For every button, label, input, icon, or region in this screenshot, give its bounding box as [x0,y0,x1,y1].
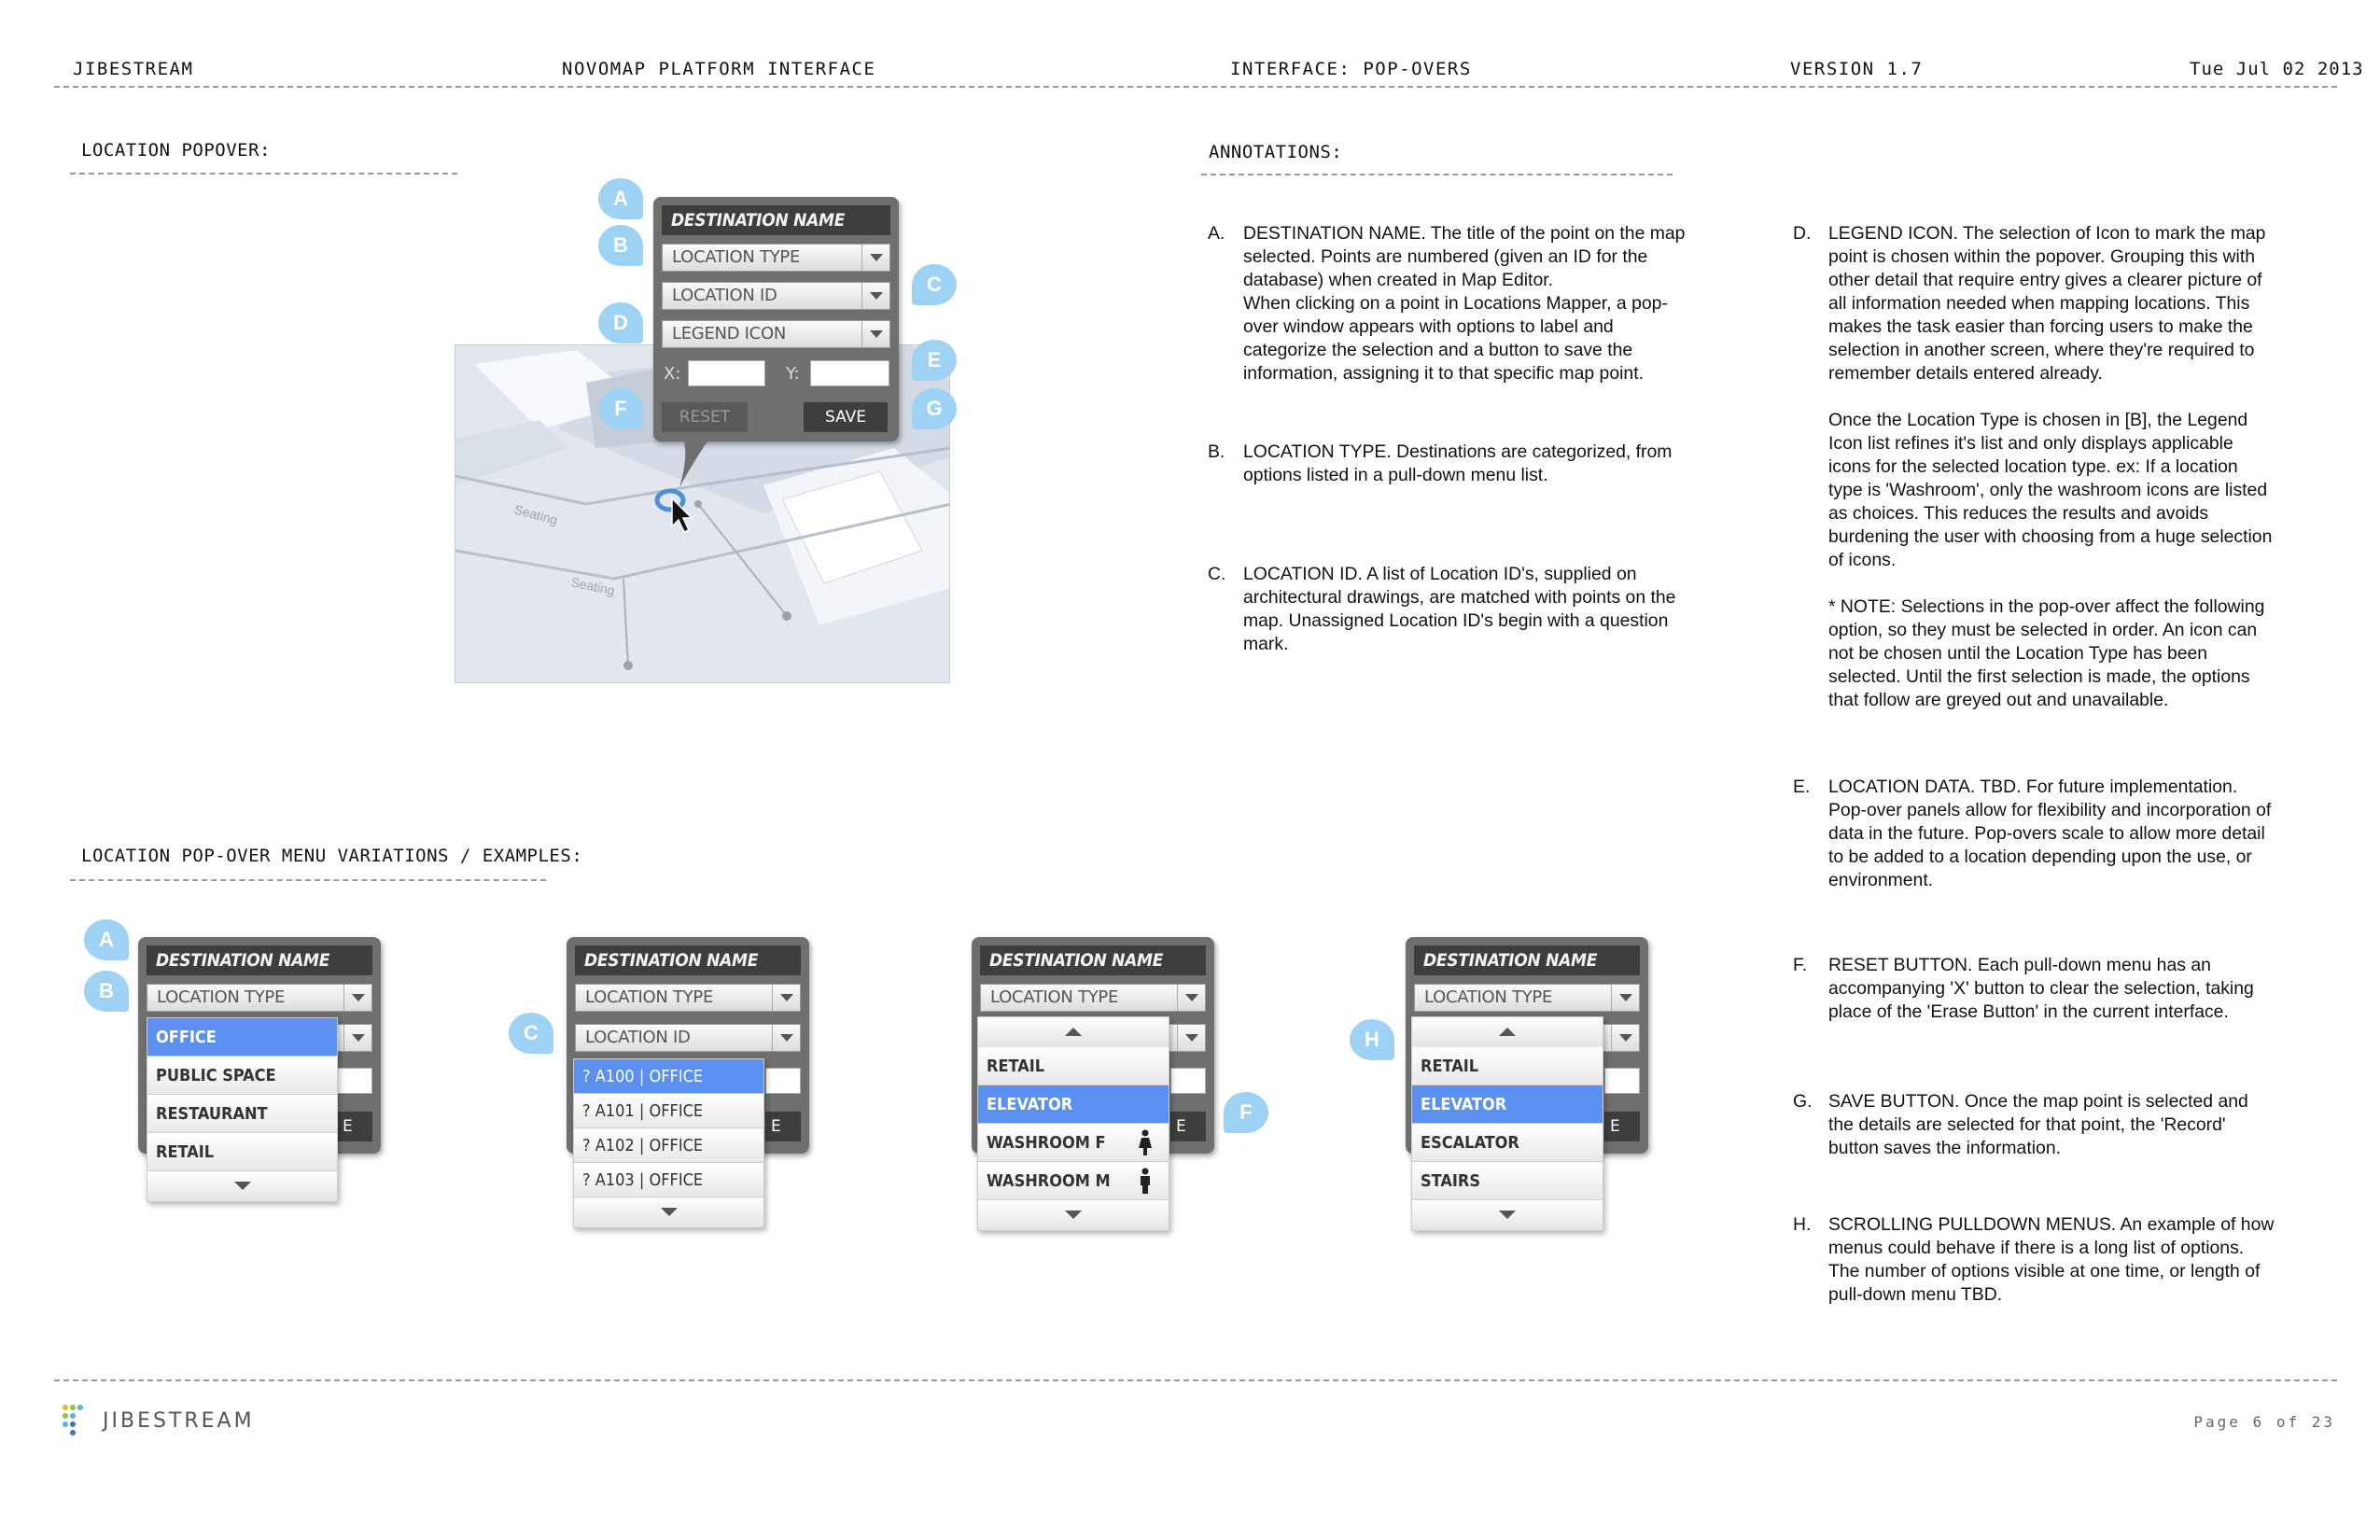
location-popover-heading: LOCATION POPOVER: [81,140,271,161]
badge-a: A [598,178,643,219]
badge-b: B [598,225,643,266]
y-coordinate-input[interactable] [765,1068,801,1094]
chevron-down-icon[interactable] [343,1025,371,1051]
scroll-up-icon[interactable] [1412,1017,1603,1047]
y-coordinate-input[interactable] [1604,1068,1640,1094]
annotation-line: SCROLLING PULLDOWN MENUS. An example of how [1828,1214,2275,1235]
annotation-line: architectural drawings, are matched with points on the [1243,587,1676,608]
dropdown-option[interactable]: ? A101 | OFFICE [574,1094,763,1128]
annotation-line: selected. Points are numbered (given an ID for the [1243,246,1648,267]
dropdown-option[interactable]: RETAIL [978,1047,1169,1085]
dropdown-option[interactable]: RETAIL [1412,1047,1603,1085]
annotation-line: to be added to a location depending upon the use, or [1828,847,2252,867]
chevron-down-icon[interactable] [772,985,800,1011]
badge-f: F [1224,1092,1268,1133]
annotation-line: DESTINATION NAME. The title of the point on the map [1243,223,1686,244]
chevron-down-icon[interactable] [1177,1025,1205,1051]
location-id-select[interactable]: LOCATION ID [662,282,890,310]
chevron-down-icon[interactable] [1177,985,1205,1011]
header-project: NOVOMAP PLATFORM INTERFACE [562,59,876,79]
annotation-d: D. LEGEND ICON. The selection of Icon to mark the map point is chosen within the popover. Grouping this with other detail that require entry gives a clearer picture of all information needed when mapping locations. This makes the task easier than forcing users to make the selection in another screen, where they're required to remember details entered already. Once the Location Type is chosen in [B], the Legend Icon list refines it's list and only displays applicable icons for the selected location type. ex: If a location type is 'Washroom', only the washroom icons are listed as choices. This reduces the results and avoids burdening the user with choosing from a huge selection of icons. * NOTE: Selections in the pop-over affect the following option, so they must be selected in order. An icon can not be chosen until the Location Type has been selected. Until the first selection is made, the options that follow are greyed out and unavailable. [1793,222,2353,712]
badge-f: F [598,388,643,429]
y-coordinate-input[interactable] [1170,1068,1206,1094]
annotation-line: information, assigning it to that specific map point. [1243,363,1644,384]
badge-b: B [84,971,129,1012]
location-type-select[interactable]: LOCATION TYPE [575,984,801,1012]
chevron-down-icon[interactable] [1611,985,1639,1011]
dropdown-option[interactable]: WASHROOM M [978,1162,1169,1200]
annotation-line: other detail that require entry gives a clearer picture of [1828,270,2262,290]
variations-heading: LOCATION POP-OVER MENU VARIATIONS / EXAMPLES: [81,846,583,866]
y-coordinate-input[interactable] [337,1068,372,1094]
save-button[interactable]: E [1604,1112,1640,1141]
annotation-line: LEGEND ICON. The selection of Icon to mark the map [1828,223,2266,244]
annotation-line [1828,572,2353,595]
location-type-dropdown[interactable] [1411,1016,1603,1231]
location-popover-heading-underline [70,173,457,175]
dropdown-option[interactable]: ELEVATOR [978,1085,1169,1124]
annotation-f: F. RESET BUTTON. Each pull-down menu has an accompanying 'X' button to clear the selection, taking place of the 'Erase Button' in the current interface. [1793,954,2353,1024]
location-type-select[interactable]: LOCATION TYPE [147,984,372,1012]
annotation-line: LOCATION TYPE. Destinations are categorized, from [1243,441,1673,462]
reset-button[interactable]: RESET [662,402,748,432]
dropdown-option[interactable]: OFFICE [147,1018,337,1057]
footer-brand: JIBESTREAM [103,1409,255,1433]
chevron-down-icon[interactable] [861,245,889,271]
annotation-line: place of the 'Erase Button' in the current interface. [1828,1001,2229,1022]
annotation-h: H. SCROLLING PULLDOWN MENUS. An example of how menus could behave if there is a long list of options. The number of options visible at one time, or length of pull-down menu TBD. [1793,1213,2353,1307]
annotation-line: data in the future. Pop-overs scale to allow more detail [1828,823,2265,844]
chevron-down-icon[interactable] [1611,1025,1639,1051]
male-icon [1139,1168,1152,1194]
badge-c: C [912,264,957,305]
destination-name-field[interactable]: DESTINATION NAME [662,205,890,235]
dropdown-option[interactable]: STAIRS [1412,1162,1603,1200]
dropdown-option[interactable]: ? A103 | OFFICE [574,1163,763,1197]
dropdown-option[interactable]: ? A102 | OFFICE [574,1128,763,1163]
annotation-line: When clicking on a point in Locations Mapper, a pop- [1243,293,1668,314]
popover-pointer [672,439,728,491]
dropdown-option[interactable]: ESCALATOR [1412,1124,1603,1162]
save-button[interactable]: E [765,1112,801,1141]
annotation-b: B. LOCATION TYPE. Destinations are categorized, from options listed in a pull-down menu list. [1208,441,1749,487]
scroll-down-icon[interactable] [978,1200,1169,1230]
dropdown-option[interactable]: ? A100 | OFFICE [574,1059,763,1094]
badge-h: H [1350,1019,1394,1060]
save-button[interactable]: E [337,1112,372,1141]
annotation-a: A. DESTINATION NAME. The title of the point on the map selected. Points are numbered (given an ID for the database) when created in Map Editor. When clicking on a point in Locations Mapper, a pop- over window appears with options to label and categorize the selection and a button to save the information, assigning it to that specific map point. [1208,222,1749,385]
dropdown-option[interactable]: ELEVATOR [1412,1085,1603,1124]
map-label: Seating [569,574,617,598]
annotation-line: that follow are greyed out and unavailable. [1828,690,2169,710]
annotation-line: not be chosen until the Location Type has been [1828,643,2208,664]
annotation-line: * NOTE: Selections in the pop-over affect the following [1828,596,2265,617]
annotation-line: option, so they must be selected in order. An icon can [1828,620,2258,640]
annotations-heading: ANNOTATIONS: [1209,142,1343,162]
annotation-line: accompanying 'X' button to clear the selection, taking [1828,978,2254,999]
legend-icon-dropdown[interactable] [977,1016,1169,1231]
annotation-e: E. LOCATION DATA. TBD. For future implementation. Pop-over panels allow for flexibility and incorporation of data in the future. Pop-overs scale to allow more detail to be added to a location depending upon the use, or environment. [1793,776,2353,892]
header-date: Tue Jul 02 2013 [2190,59,2364,79]
annotation-line: button saves the information. [1828,1138,2061,1158]
destination-name-field[interactable]: DESTINATION NAME [1414,945,1640,975]
y-label: Y: [786,364,800,384]
scroll-down-icon[interactable] [1412,1200,1603,1230]
annotation-line: environment. [1828,870,1934,890]
header-company: JIBESTREAM [73,59,194,79]
location-popover [653,197,899,441]
annotations-heading-underline [1201,174,1673,175]
map-label: Seating [512,501,560,528]
female-icon [1139,1129,1152,1155]
annotation-line: RESET BUTTON. Each pull-down menu has an [1828,955,2211,975]
destination-name-field[interactable]: DESTINATION NAME [147,945,372,975]
location-id-dropdown[interactable] [573,1058,764,1228]
y-coordinate-input[interactable] [810,360,889,386]
annotation-line: burdening the user with choosing from a huge selection [1828,526,2273,547]
annotation-line: makes the task easier than forcing users to make the [1828,316,2253,337]
annotation-line: as choices. This reduces the results and avoids [1828,503,2209,524]
location-type-select[interactable]: LOCATION TYPE [1414,984,1640,1012]
annotation-line: database) when created in Map Editor. [1243,270,1553,290]
variations-heading-underline [70,879,546,881]
badge-a: A [84,919,129,960]
destination-name-field[interactable]: DESTINATION NAME [575,945,801,975]
chevron-down-icon[interactable] [772,1025,800,1051]
annotation-line: categorize the selection and a button to save the [1243,340,1633,360]
location-type-dropdown[interactable] [147,1017,338,1202]
header-version: VERSION 1.7 [1790,59,1924,79]
scroll-down-icon[interactable] [147,1171,337,1201]
annotation-line: pull-down menu TBD. [1828,1284,2003,1305]
dropdown-option[interactable]: WASHROOM F [978,1124,1169,1162]
annotation-line: options listed in a pull-down menu list. [1243,465,1548,485]
annotation-line: selection in another screen, where they're required to [1828,340,2255,360]
annotation-line [1828,385,2353,409]
badge-e: E [912,340,957,381]
annotation-line: SAVE BUTTON. Once the map point is selected and [1828,1091,2248,1112]
scroll-down-icon[interactable] [574,1197,763,1227]
annotation-line: point is chosen within the popover. Grouping this with [1828,246,2256,267]
annotation-line: map. Unassigned Location ID's begin with a question [1243,610,1669,631]
badge-c: C [509,1013,553,1054]
destination-name-field[interactable]: DESTINATION NAME [980,945,1206,975]
x-coordinate-input[interactable] [688,360,765,386]
location-type-select[interactable]: LOCATION TYPE [662,244,890,272]
annotation-line: selected. Until the first selection is made, the options [1828,666,2250,687]
scroll-up-icon[interactable] [978,1017,1169,1047]
legend-icon-select[interactable]: LEGEND ICON [662,320,890,348]
header-divider [54,86,2337,88]
annotation-line: all information needed when mapping locations. This [1828,293,2250,314]
dropdown-option[interactable]: PUBLIC SPACE [147,1057,337,1095]
footer-divider [54,1379,2337,1381]
annotation-line: Pop-over panels allow for flexibility and incorporation of [1828,800,2272,820]
annotation-line: mark. [1243,634,1289,654]
annotation-line: Once the Location Type is chosen in [B], the Legend [1828,410,2248,430]
dropdown-option[interactable]: RETAIL [147,1133,337,1171]
location-type-select[interactable]: LOCATION TYPE [980,984,1206,1012]
save-button[interactable]: E [1170,1112,1206,1141]
location-id-select[interactable]: LOCATION ID [575,1024,801,1052]
annotation-line: LOCATION ID. A list of Location ID's, supplied on [1243,564,1637,584]
annotation-line: Icon list refines it's list and only displays applicable [1828,433,2233,454]
annotation-g: G. SAVE BUTTON. Once the map point is selected and the details are selected for that point, the 'Record' button saves the information. [1793,1090,2353,1160]
annotation-line: of icons. [1828,550,1897,570]
dropdown-option[interactable]: RESTAURANT [147,1095,337,1133]
badge-g: G [912,388,957,429]
annotation-line: type is 'Washroom', only the washroom icons are listed [1828,480,2268,500]
annotation-line: remember details entered already. [1828,363,2103,384]
annotation-line: over window appears with options to label and [1243,316,1614,337]
annotation-c: C. LOCATION ID. A list of Location ID's, supplied on architectural drawings, are matched with points on the map. Unassigned Location ID's begin with a question mark. [1208,563,1749,656]
jibestream-logo-icon [62,1404,86,1437]
annotation-line: icons for the selected location type. ex: If a location [1828,456,2238,477]
chevron-down-icon[interactable] [343,985,371,1011]
annotation-line: The number of options visible at one time, or length of [1828,1261,2261,1281]
annotation-line: LOCATION DATA. TBD. For future implementation. [1828,777,2238,797]
chevron-down-icon[interactable] [861,321,889,347]
annotation-line: menus could behave if there is a long list of options. [1828,1238,2245,1258]
chevron-down-icon[interactable] [861,283,889,309]
annotation-line: the details are selected for that point, the 'Record' [1828,1114,2226,1135]
page-number: Page 6 of 23 [2193,1413,2335,1431]
header-section: INTERFACE: POP-OVERS [1230,59,1472,79]
x-label: X: [664,364,681,384]
save-button[interactable]: SAVE [804,402,888,432]
badge-d: D [598,302,643,343]
